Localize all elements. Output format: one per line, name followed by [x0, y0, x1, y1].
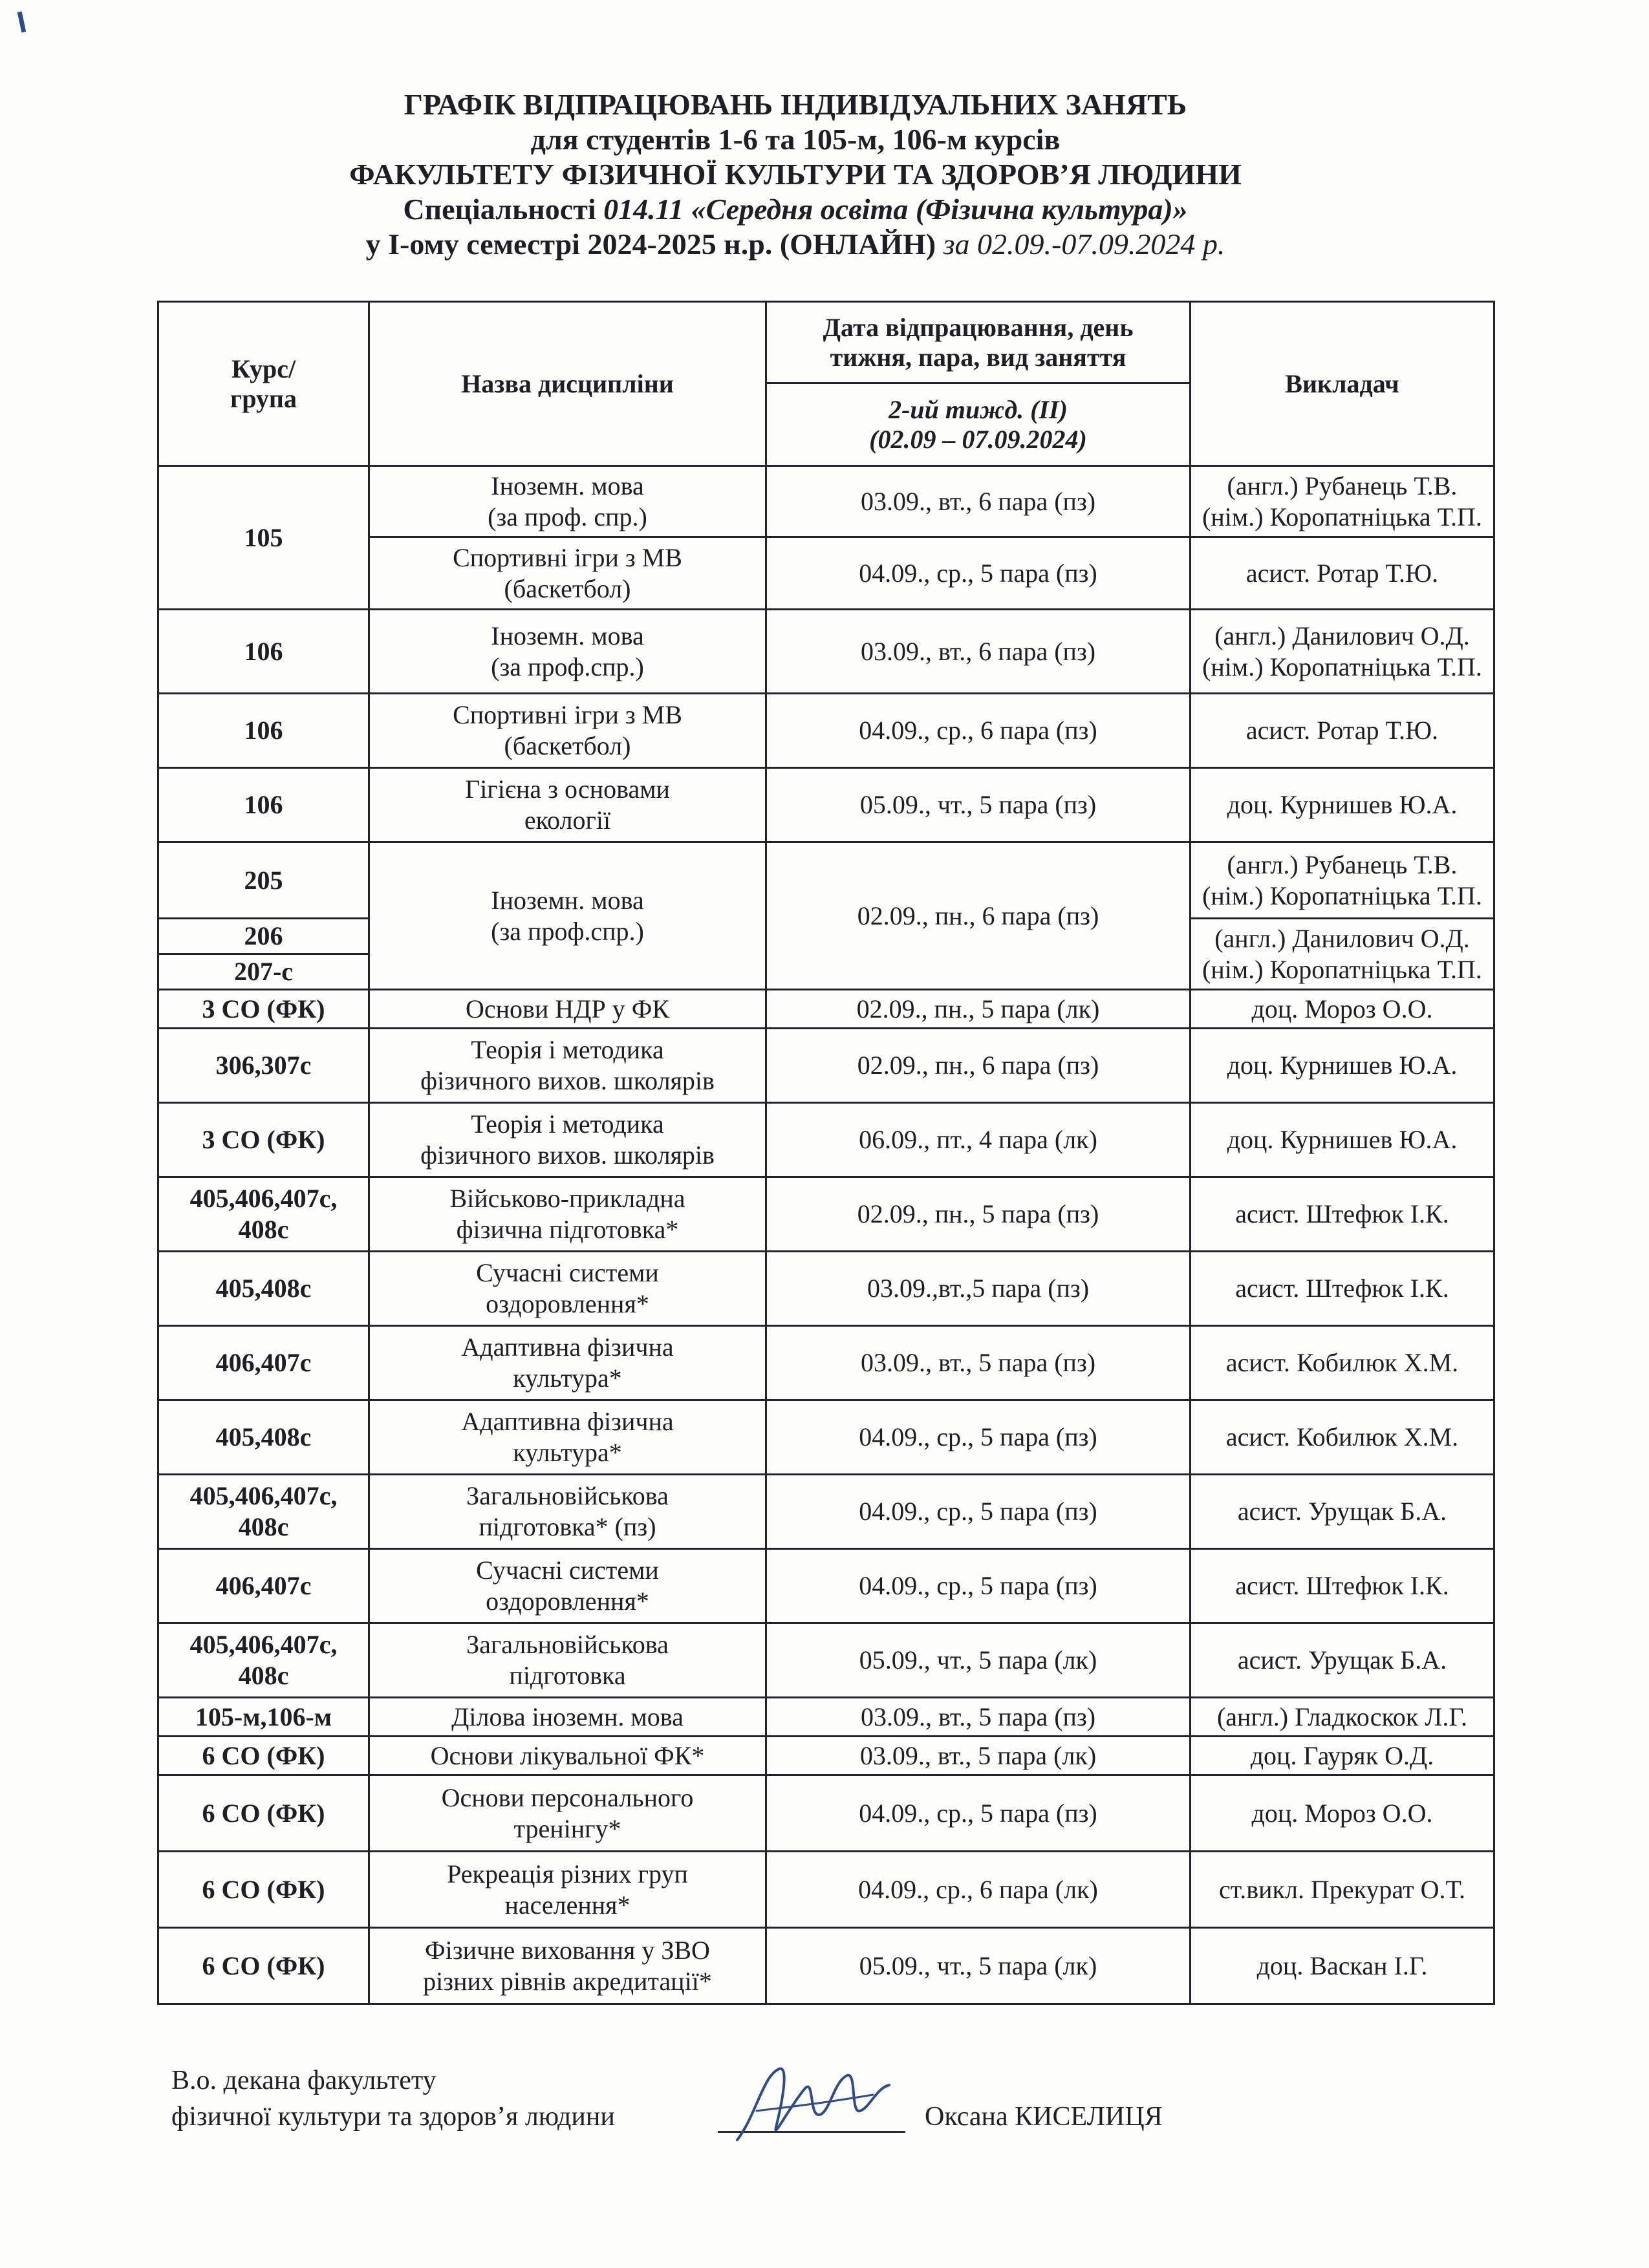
date-cell: 03.09., вт., 6 пара (пз)	[766, 610, 1191, 694]
discipline-cell: Гігієна з основами екології	[369, 768, 766, 842]
date-cell: 04.09., ср., 5 пара (пз)	[766, 537, 1191, 610]
course-cell: 207-с	[158, 954, 369, 990]
date-cell: 02.09., пн., 5 пара (лк)	[766, 990, 1191, 1029]
teacher-cell: (англ.) Данилович О.Д. (нім.) Коропатніцька Т.П.	[1191, 610, 1494, 694]
discipline-cell: Основи персонального тренінгу*	[369, 1775, 766, 1852]
table-row	[158, 610, 1494, 694]
specialty-label: Спеціальності	[403, 193, 596, 226]
table-row	[158, 1475, 1494, 1549]
course-cell: 6 СО (ФК)	[158, 1737, 369, 1775]
table-row	[158, 1852, 1494, 1928]
teacher-cell: доц. Курнишев Ю.А.	[1191, 1103, 1494, 1177]
course-cell: 405,408с	[158, 1252, 369, 1326]
schedule-table	[157, 301, 1495, 2005]
date-cell: 04.09., ср., 6 пара (пз)	[766, 694, 1191, 768]
specialty-code: 014.11 «Середня освіта (Фізична культура)»	[603, 193, 1188, 226]
table-row	[158, 1737, 1494, 1775]
discipline-cell: Рекреація різних груп населення*	[369, 1852, 766, 1928]
table-row	[158, 1549, 1494, 1623]
course-cell: 105	[158, 466, 369, 610]
date-cell: 03.09., вт., 5 пара (пз)	[766, 1326, 1191, 1400]
discipline-cell: Теорія і методика фізичного вихов. школярів	[369, 1029, 766, 1103]
date-cell: 03.09., вт., 6 пара (пз)	[766, 466, 1191, 537]
teacher-cell: доц. Гауряк О.Д.	[1191, 1737, 1494, 1775]
table-row	[158, 842, 1494, 919]
course-cell: 405,406,407с, 408с	[158, 1475, 369, 1549]
date-cell: 05.09., чт., 5 пара (лк)	[766, 1623, 1191, 1698]
date-cell: 04.09., ср., 5 пара (пз)	[766, 1475, 1191, 1549]
course-cell: 106	[158, 694, 369, 768]
course-cell: 406,407с	[158, 1549, 369, 1623]
table-row	[158, 1400, 1494, 1475]
course-cell: 405,408с	[158, 1400, 369, 1475]
course-header: Курс/ група	[158, 302, 369, 466]
teacher-header: Викладач	[1191, 302, 1494, 466]
teacher-cell: (англ.) Гладкоскок Л.Г.	[1191, 1698, 1494, 1737]
course-cell: 206	[158, 919, 369, 954]
teacher-cell: асист. Штефюк І.К.	[1191, 1177, 1494, 1252]
teacher-cell: асист. Ротар Т.Ю.	[1191, 694, 1494, 768]
date-cell: 02.09., пн., 6 пара (пз)	[766, 842, 1191, 990]
discipline-cell: Військово-прикладна фізична підготовка*	[369, 1177, 766, 1252]
dean-title-line-2: фізичної культури та здоров’я людини	[171, 2102, 615, 2132]
table-row	[158, 694, 1494, 768]
date-cell: 04.09., ср., 5 пара (пз)	[766, 1400, 1191, 1475]
date-cell: 04.09., ср., 5 пара (пз)	[766, 1549, 1191, 1623]
course-cell: 105-м,106-м	[158, 1698, 369, 1737]
date-cell: 03.09.,вт.,5 пара (пз)	[766, 1252, 1191, 1326]
discipline-cell: Спортивні ігри з МВ (баскетбол)	[369, 694, 766, 768]
course-cell: 405,406,407с, 408с	[158, 1177, 369, 1252]
signature-icon	[718, 2049, 905, 2166]
date-cell: 03.09., вт., 5 пара (лк)	[766, 1737, 1191, 1775]
discipline-cell: Основи лікувальної ФК*	[369, 1737, 766, 1775]
title-line-4	[149, 192, 1442, 227]
course-cell: 6 СО (ФК)	[158, 1852, 369, 1928]
teacher-cell: доц. Мороз О.О.	[1191, 1775, 1494, 1852]
table-row	[158, 768, 1494, 842]
dean-name: Оксана КИСЕЛИЦЯ	[925, 2102, 1163, 2132]
dean-title-line-1: В.о. декана факультету	[171, 2066, 436, 2095]
table-row	[158, 1928, 1494, 2004]
discipline-cell: Загальновійськова підготовка	[369, 1623, 766, 1698]
title-line-5	[149, 227, 1442, 262]
teacher-cell: доц. Курнишев Ю.А.	[1191, 1029, 1494, 1103]
discipline-cell: Іноземн. мова (за проф.спр.)	[369, 610, 766, 694]
discipline-cell: Фізичне виховання у ЗВО різних рівнів акредитації*	[369, 1928, 766, 2004]
teacher-cell: асист. Ротар Т.Ю.	[1191, 537, 1494, 610]
date-cell: 04.09., ср., 5 пара (пз)	[766, 1775, 1191, 1852]
date-cell: 02.09., пн., 5 пара (пз)	[766, 1177, 1191, 1252]
teacher-cell: доц. Курнишев Ю.А.	[1191, 768, 1494, 842]
course-cell: 6 СО (ФК)	[158, 1928, 369, 2004]
period-label: за 02.09.-07.09.2024 р.	[943, 228, 1225, 261]
teacher-cell: асист. Кобилюк Х.М.	[1191, 1400, 1494, 1475]
course-cell: 106	[158, 610, 369, 694]
date-cell: 03.09., вт., 5 пара (пз)	[766, 1698, 1191, 1737]
course-cell: 106	[158, 768, 369, 842]
semester-label: у І-ому семестрі 2024-2025 н.р. (ОНЛАЙН)	[365, 228, 936, 261]
date-header: Дата відпрацювання, день тижня, пара, вид заняття	[766, 302, 1191, 383]
teacher-cell: (англ.) Данилович О.Д. (нім.) Коропатніцька Т.П.	[1191, 919, 1494, 990]
course-cell: 405,406,407с, 408с	[158, 1623, 369, 1698]
teacher-cell: асист. Урущак Б.А.	[1191, 1475, 1494, 1549]
table-row	[158, 1103, 1494, 1177]
teacher-cell: асист. Штефюк І.К.	[1191, 1549, 1494, 1623]
table-row	[158, 1252, 1494, 1326]
date-cell: 06.09., пт., 4 пара (лк)	[766, 1103, 1191, 1177]
teacher-cell: (англ.) Рубанець Т.В. (нім.) Коропатніцька Т.П.	[1191, 842, 1494, 919]
title-line-1: ГРАФІК ВІДПРАЦЮВАНЬ ІНДИВІДУАЛЬНИХ ЗАНЯТЬ	[404, 88, 1187, 121]
header-row	[158, 302, 1494, 383]
teacher-cell: ст.викл. Прекурат О.Т.	[1191, 1852, 1494, 1928]
scan-mark	[17, 12, 27, 33]
course-cell: 406,407с	[158, 1326, 369, 1400]
course-cell: 306,307с	[158, 1029, 369, 1103]
title-line-2: для студентів 1-6 та 105-м, 106-м курсів	[530, 123, 1061, 156]
discipline-cell: Загальновійськова підготовка* (пз)	[369, 1475, 766, 1549]
discipline-cell: Адаптивна фізична культура*	[369, 1400, 766, 1475]
discipline-header: Назва дисципліни	[369, 302, 766, 466]
title-line-3: ФАКУЛЬТЕТУ ФІЗИЧНОЇ КУЛЬТУРИ ТА ЗДОРОВ’Я ЛЮДИНИ	[349, 158, 1242, 191]
discipline-cell: Теорія і методика фізичного вихов. школярів	[369, 1103, 766, 1177]
teacher-cell: асист. Штефюк І.К.	[1191, 1252, 1494, 1326]
discipline-cell: Адаптивна фізична культура*	[369, 1326, 766, 1400]
date-cell: 05.09., чт., 5 пара (пз)	[766, 768, 1191, 842]
document-title	[149, 87, 1442, 262]
course-cell: 205	[158, 842, 369, 919]
teacher-cell: доц. Васкан І.Г.	[1191, 1928, 1494, 2004]
discipline-cell: Ділова іноземн. мова	[369, 1698, 766, 1737]
discipline-cell: Іноземн. мова (за проф.спр.)	[369, 842, 766, 990]
course-cell: 3 СО (ФК)	[158, 1103, 369, 1177]
course-cell: 6 СО (ФК)	[158, 1775, 369, 1852]
table-row	[158, 1623, 1494, 1698]
discipline-cell: Спортивні ігри з МВ (баскетбол)	[369, 537, 766, 610]
table-row	[158, 466, 1494, 537]
table-row	[158, 990, 1494, 1029]
teacher-cell: (англ.) Рубанець Т.В. (нім.) Коропатніцька Т.П.	[1191, 466, 1494, 537]
discipline-cell: Іноземн. мова (за проф. спр.)	[369, 466, 766, 537]
date-cell: 04.09., ср., 6 пара (лк)	[766, 1852, 1191, 1928]
teacher-cell: доц. Мороз О.О.	[1191, 990, 1494, 1029]
table-row	[158, 1326, 1494, 1400]
discipline-cell: Основи НДР у ФК	[369, 990, 766, 1029]
teacher-cell: асист. Урущак Б.А.	[1191, 1623, 1494, 1698]
table-row	[158, 1177, 1494, 1252]
week-header: 2-ий тижд. (ІІ) (02.09 – 07.09.2024)	[766, 383, 1191, 466]
date-cell: 05.09., чт., 5 пара (лк)	[766, 1928, 1191, 2004]
table-row	[158, 1029, 1494, 1103]
discipline-cell: Сучасні системи оздоровлення*	[369, 1549, 766, 1623]
discipline-cell: Сучасні системи оздоровлення*	[369, 1252, 766, 1326]
date-cell: 02.09., пн., 6 пара (пз)	[766, 1029, 1191, 1103]
course-cell: 3 СО (ФК)	[158, 990, 369, 1029]
teacher-cell: асист. Кобилюк Х.М.	[1191, 1326, 1494, 1400]
table-row	[158, 1698, 1494, 1737]
table-row	[158, 1775, 1494, 1852]
